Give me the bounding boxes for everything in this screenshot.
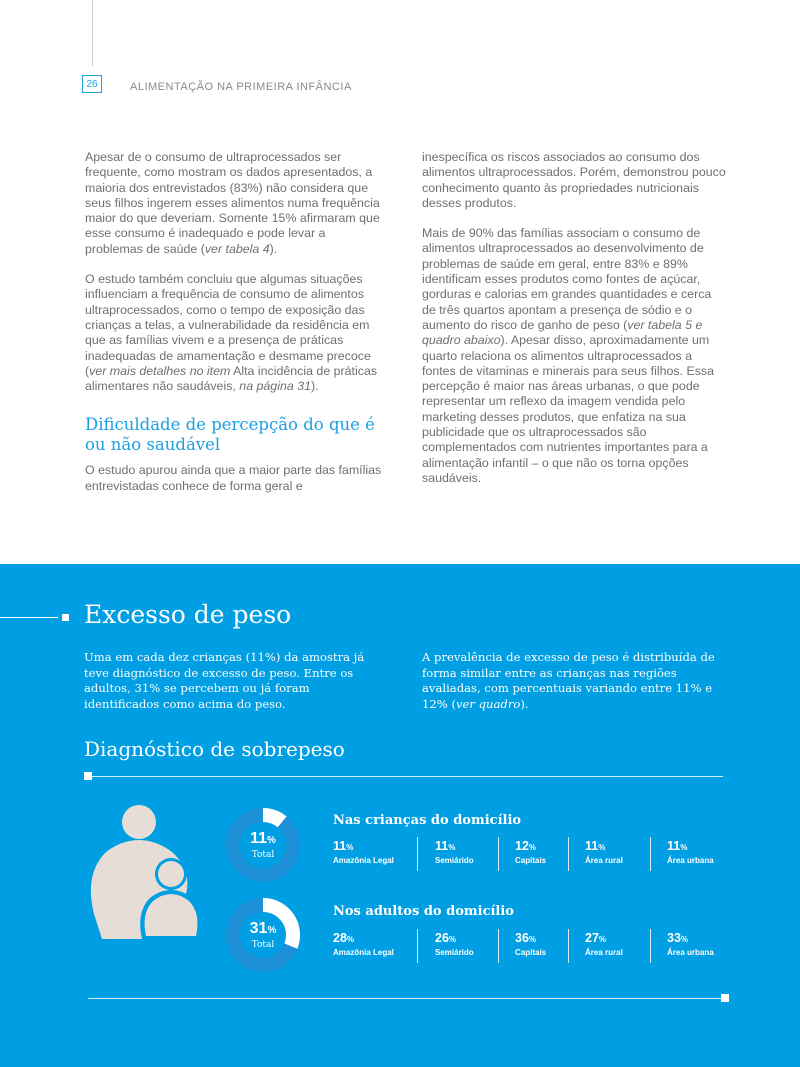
header-rule <box>92 0 93 66</box>
stat-item: 27% Área rural <box>585 931 623 957</box>
stat-item: 11% Semiárido <box>435 839 474 865</box>
chart-bottom-marker <box>721 994 729 1002</box>
stat-divider <box>417 837 418 871</box>
section-subheading: Dificuldade de percepção do que é ou não saudável <box>85 415 375 455</box>
stat-item: 26% Semiárido <box>435 931 474 957</box>
stat-item: 33% Área urbana <box>667 931 714 957</box>
box-text-left: Uma em cada dez crianças (11%) da amostra já teve diagnóstico de excesso de peso. Entre os adultos, 31% se percebem ou já foram identificados como acima do peso. <box>84 650 365 711</box>
stat-divider <box>498 837 499 871</box>
stat-item: 28% Amazônia Legal <box>333 931 394 957</box>
stat-item: 11% Amazônia Legal <box>333 839 394 865</box>
stat-divider <box>498 929 499 963</box>
stat-item: 36% Capitais <box>515 931 547 957</box>
box-title: Excesso de peso <box>84 600 292 629</box>
donut-label: Total <box>251 940 275 950</box>
box-text-right: A prevalência de excesso de peso é distribuída de forma similar entre as crianças nas regiões avaliadas, com percentuais variando entre 11% e 12% (ver quadro). <box>422 650 715 711</box>
paragraph: Apesar de o consumo de ultraprocessados ser frequente, como mostram os dados apresentados, a maioria dos entrevistados (83%) não considera que seus filhos ingerem esses alimentos numa frequência maior do que deveriam. Somente 15% afirmaram que esse consumo é inadequado e pode levar a problemas de saúde (ver tabela 4). <box>85 150 380 256</box>
text-column-right <box>422 150 727 501</box>
donut-chart-adults <box>223 895 303 975</box>
paragraph: inespecífica os riscos associados ao consumo dos alimentos ultraprocessados. Porém, demonstrou pouco conhecimento quanto às propriedades nutricionais desses produtos. <box>422 150 726 210</box>
paragraph: O estudo apurou ainda que a maior parte das famílias entrevistadas conhece de forma geral e <box>85 463 382 493</box>
stat-divider <box>568 929 569 963</box>
stat-divider <box>650 837 651 871</box>
group-title-children: Nas crianças do domicílio <box>333 813 522 828</box>
donut-value: 31% <box>249 920 277 937</box>
paragraph: Mais de 90% das famílias associam o consumo de alimentos ultraprocessados ao desenvolvimento de problemas de saúde em geral, entre 83% e 89% identificam esses produtos como fontes de açúcar, gorduras e calorias em grandes quantidades e cerca de três quartos apontam a presença de sódio e o aumento do risco de ganho de peso (ver tabela 5 e quadro abaixo). Apesar disso, aproximadamente um quarto relaciona os alimentos ultraprocessados a fontes de vitaminas e minerais para seus filhos. Essa percepção é maior nas áreas urbanas, o que pode representar um reflexo da imagem vendida pelo marketing desses produtos, que enfatiza na sua publicidade que os ultraprocessados são complementados com nutrientes importantes para a alimentação infantil – o que não os torna opções saudáveis. <box>422 226 715 485</box>
stat-divider <box>650 929 651 963</box>
donut-label: Total <box>251 850 275 860</box>
chart-top-rule <box>88 776 723 777</box>
chart-bottom-rule <box>88 998 723 999</box>
page-number: 26 <box>82 75 102 93</box>
title-marker <box>62 614 69 621</box>
text-column-left <box>85 150 385 509</box>
stat-divider <box>417 929 418 963</box>
paragraph: O estudo também concluiu que algumas situações influenciam a frequência de consumo de alimentos ultraprocessados, como o tempo de exposição das crianças a telas, a vulnerabilidade da residência em que as famílias vivem e a presença de práticas inadequadas de amamentação e desmame precoce (ver mais detalhes no item Alta incidência de práticas alimentares não saudáveis, na página 31). <box>85 272 378 394</box>
stat-divider <box>568 837 569 871</box>
adult-child-figure-icon <box>84 804 204 939</box>
stat-item: 11% Área rural <box>585 839 623 865</box>
chart-top-marker <box>84 772 92 780</box>
title-rule <box>0 617 58 618</box>
stat-item: 12% Capitais <box>515 839 547 865</box>
running-title: ALIMENTAÇÃO NA PRIMEIRA INFÂNCIA <box>130 81 352 93</box>
excess-weight-box <box>0 564 800 1067</box>
donut-chart-children <box>223 805 303 885</box>
chart-title: Diagnóstico de sobrepeso <box>84 737 345 761</box>
group-title-adults: Nos adultos do domicílio <box>333 904 514 919</box>
stat-item: 11% Área urbana <box>667 839 714 865</box>
donut-value: 11% <box>250 830 276 847</box>
